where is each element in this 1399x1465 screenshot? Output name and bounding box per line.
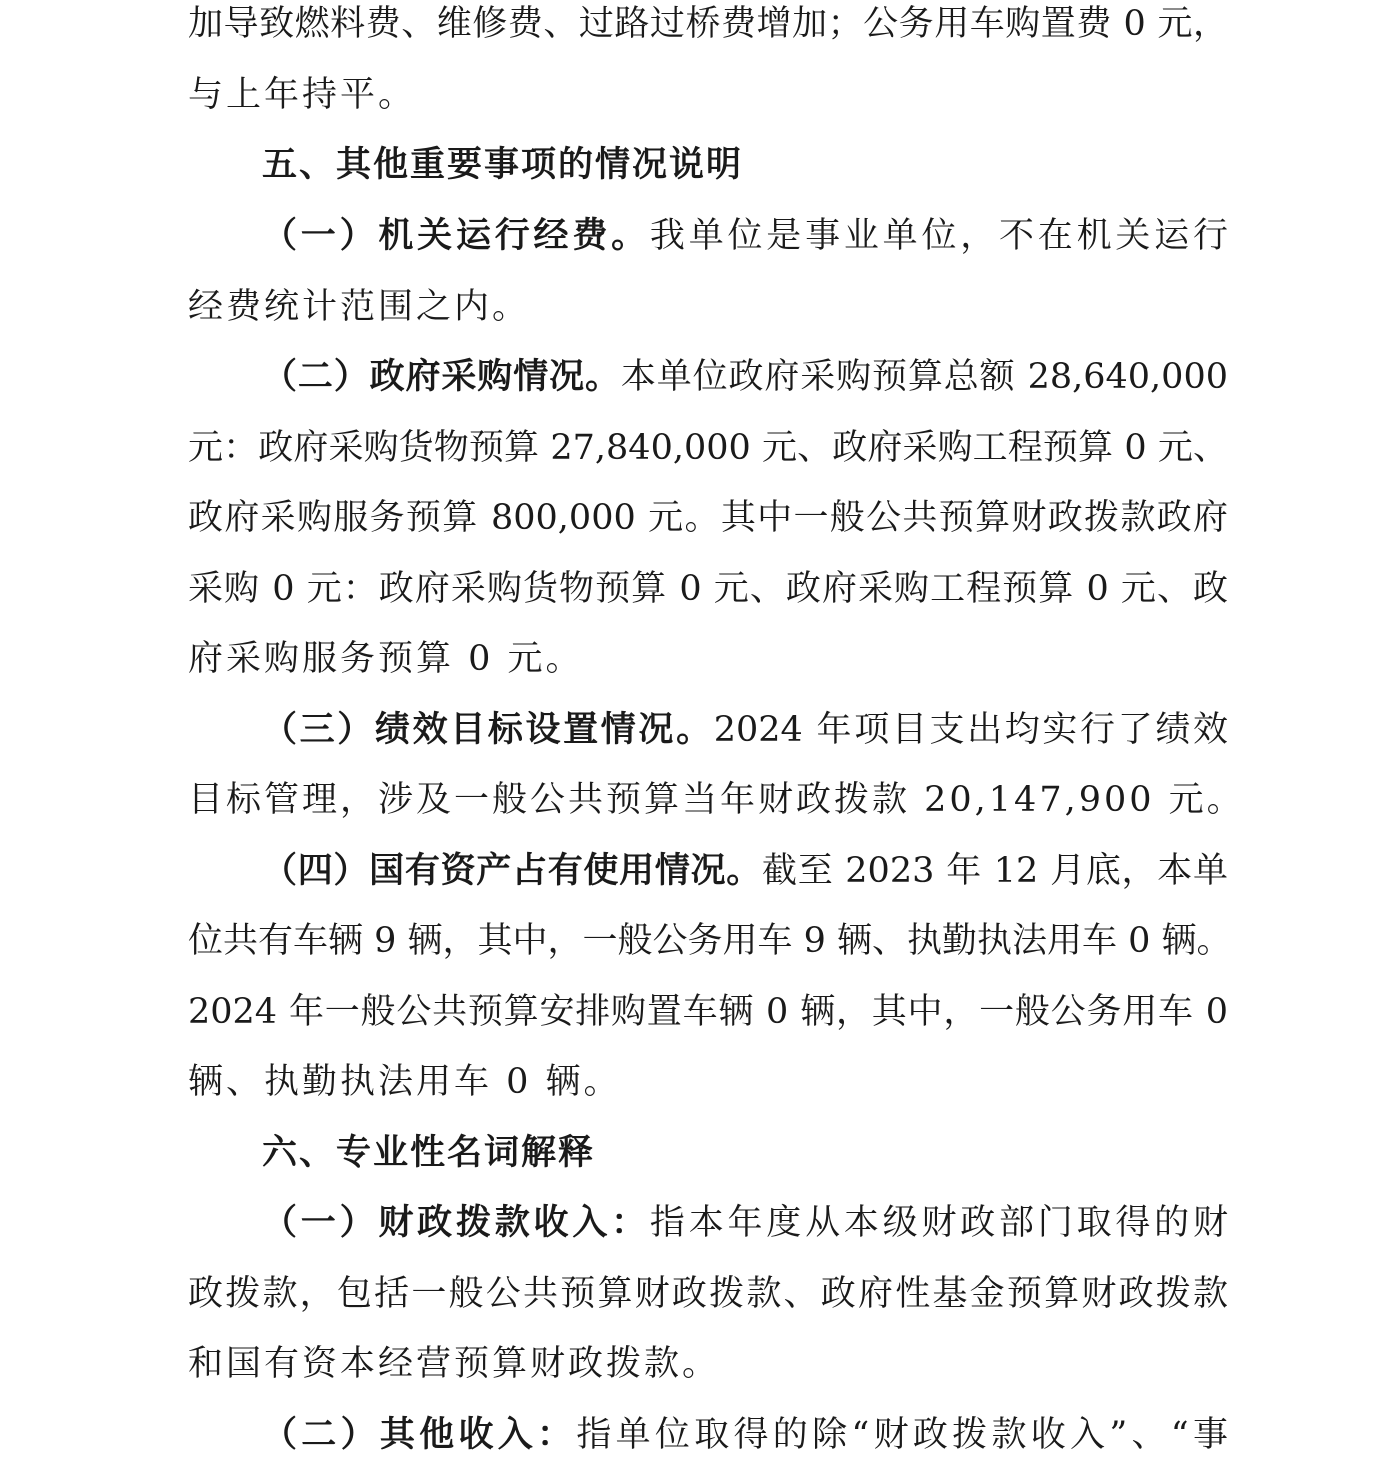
line-text: 经费统计范围之内。: [188, 287, 531, 327]
item-lead: （二）政府采购情况。: [262, 357, 621, 397]
section-heading: [262, 1123, 595, 1183]
paragraph-line: [262, 347, 1228, 407]
paragraph-line: [262, 700, 1228, 760]
heading-text: 五、其他重要事项的情况说明: [262, 145, 744, 185]
line-text: 2024 年项目支出均实行了绩效: [713, 710, 1228, 750]
paragraph-line: [188, 488, 1228, 548]
item-lead: （二）其他收入：: [262, 1415, 577, 1455]
paragraph-line: [188, 982, 1228, 1042]
paragraph-line: [188, 0, 1228, 54]
line-text: 本单位政府采购预算总额 28,640,000: [620, 357, 1228, 397]
paragraph-line: [262, 841, 1228, 901]
paragraph-line: [188, 911, 1232, 971]
paragraph-line: [188, 1264, 1228, 1324]
line-text: 辆、执勤执法用车 0 辆。: [188, 1062, 622, 1102]
line-text: 截至 2023 年 12 月底，本单: [762, 851, 1228, 891]
paragraph-line: [262, 1405, 1228, 1465]
line-text: 政拨款，包括一般公共预算财政拨款、政府性基金预算财政拨款: [188, 1274, 1228, 1314]
line-text: 政府采购服务预算 800,000 元。其中一般公共预算财政拨款政府: [188, 498, 1228, 538]
line-text: 与上年持平。: [188, 75, 417, 115]
line-text: 采购 0 元：政府采购货物预算 0 元、政府采购工程预算 0 元、政: [188, 569, 1228, 609]
paragraph-line: [188, 559, 1228, 619]
item-lead: （四）国有资产占有使用情况。: [262, 851, 763, 891]
paragraph-line: [188, 770, 1245, 830]
paragraph-line: [188, 65, 416, 125]
paragraph-line: [188, 1334, 720, 1394]
line-text: 指本年度从本级财政部门取得的财: [649, 1203, 1228, 1243]
item-lead: （一）机关运行经费。: [262, 216, 650, 256]
line-text: 元：政府采购货物预算 27,840,000 元、政府采购工程预算 0 元、: [188, 428, 1228, 468]
item-lead: （三）绩效目标设置情况。: [262, 710, 714, 750]
section-heading: [262, 135, 743, 195]
paragraph-line: [262, 1193, 1228, 1253]
item-lead: （一）财政拨款收入：: [262, 1203, 650, 1243]
paragraph-line: [188, 277, 530, 337]
paragraph-line: [188, 418, 1228, 478]
line-text: 位共有车辆 9 辆，其中，一般公务用车 9 辆、执勤执法用车 0 辆。: [188, 921, 1232, 961]
paragraph-line: [188, 629, 584, 689]
line-text: 和国有资本经营预算财政拨款。: [188, 1344, 721, 1384]
line-text: 府采购服务预算 0 元。: [188, 639, 584, 679]
paragraph-line: [262, 206, 1228, 266]
line-text: 2024 年一般公共预算安排购置车辆 0 辆，其中，一般公务用车 0: [188, 992, 1228, 1032]
line-text: 我单位是事业单位，不在机关运行: [649, 216, 1228, 256]
heading-text: 六、专业性名词解释: [262, 1133, 596, 1173]
line-text: 指单位取得的除“财政拨款收入”、“事: [576, 1415, 1228, 1455]
line-text: 目标管理，涉及一般公共预算当年财政拨款 20,147,900 元。: [188, 780, 1245, 820]
paragraph-line: [188, 1052, 622, 1112]
line-text: 加导致燃料费、维修费、过路过桥费增加；公务用车购置费 0 元，: [188, 4, 1228, 44]
